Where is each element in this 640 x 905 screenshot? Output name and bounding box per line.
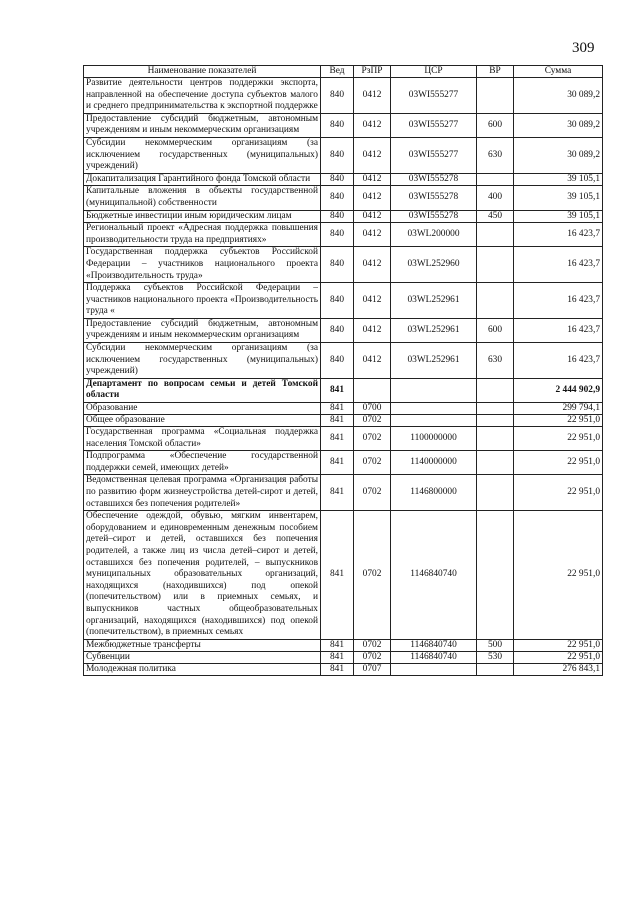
row-vr (477, 403, 514, 415)
table-row (84, 78, 603, 114)
row-sum: 276 843,1 (514, 663, 603, 675)
table-row (84, 186, 603, 210)
table-row (84, 343, 603, 379)
row-vr: 450 (477, 210, 514, 223)
row-vr: 600 (477, 318, 514, 342)
row-rzpr: 0412 (354, 113, 391, 137)
row-sum: 299 794,1 (514, 403, 603, 415)
row-ved: 840 (321, 186, 354, 210)
row-vr (477, 247, 514, 283)
row-vr (477, 283, 514, 319)
table-row (84, 403, 603, 415)
row-rzpr: 0412 (354, 210, 391, 223)
row-ved: 841 (321, 639, 354, 651)
row-ved: 841 (321, 475, 354, 511)
row-ved: 841 (321, 403, 354, 415)
row-rzpr: 0707 (354, 663, 391, 675)
row-vr: 530 (477, 651, 514, 663)
header-vr: ВР (477, 66, 514, 78)
row-sum: 30 089,2 (514, 113, 603, 137)
row-sum: 16 423,7 (514, 318, 603, 342)
row-name: Государственная программа «Социальная поддержка населения Томской области» (84, 427, 321, 451)
row-vr (477, 78, 514, 114)
row-vr: 600 (477, 113, 514, 137)
row-sum: 30 089,2 (514, 137, 603, 173)
row-rzpr: 0702 (354, 427, 391, 451)
row-sum: 22 951,0 (514, 511, 603, 640)
row-ved: 840 (321, 343, 354, 379)
row-name: Подпрограмма «Обеспечение государственной поддержки семей, имеющих детей» (84, 451, 321, 475)
table-row (84, 663, 603, 675)
row-name: Предоставление субсидий бюджетным, автономным учреждениям и иным некоммерческим организациям (84, 318, 321, 342)
row-name: Ведомственная целевая программа «Организация работы по развитию форм жизнеустройства детей-сирот и детей, оставшихся без попечения родителей» (84, 475, 321, 511)
budget-table (83, 65, 603, 676)
row-ved: 840 (321, 223, 354, 247)
row-ved: 841 (321, 451, 354, 475)
row-csr (391, 663, 477, 675)
row-vr (477, 415, 514, 427)
row-sum: 22 951,0 (514, 639, 603, 651)
table-row (84, 378, 603, 402)
row-name: Государственная поддержка субъектов Российской Федерации – участников национального проекта «Производительность труда» (84, 247, 321, 283)
row-name: Региональный проект «Адресная поддержка повышения производительности труда на предприятиях» (84, 223, 321, 247)
row-name: Общее образование (84, 415, 321, 427)
page-number: 309 (572, 40, 595, 56)
table-row (84, 113, 603, 137)
row-ved: 840 (321, 318, 354, 342)
row-csr: 03WL200000 (391, 223, 477, 247)
row-ved: 841 (321, 511, 354, 640)
row-name: Субвенции (84, 651, 321, 663)
row-csr: 1146840740 (391, 651, 477, 663)
table-row (84, 223, 603, 247)
table-row (84, 283, 603, 319)
row-csr: 1146840740 (391, 511, 477, 640)
header-csr: ЦСР (391, 66, 477, 78)
row-ved: 841 (321, 427, 354, 451)
row-rzpr: 0412 (354, 186, 391, 210)
row-rzpr: 0702 (354, 415, 391, 427)
row-csr: 03WI555278 (391, 210, 477, 223)
row-sum: 22 951,0 (514, 651, 603, 663)
row-ved: 840 (321, 137, 354, 173)
row-vr (477, 378, 514, 402)
row-ved: 840 (321, 173, 354, 186)
row-name: Межбюджетные трансферты (84, 639, 321, 651)
row-ved: 841 (321, 415, 354, 427)
row-rzpr: 0702 (354, 639, 391, 651)
row-csr: 03WL252961 (391, 283, 477, 319)
row-csr: 03WI555277 (391, 113, 477, 137)
row-rzpr (354, 378, 391, 402)
header-ved: Вед (321, 66, 354, 78)
row-rzpr: 0412 (354, 137, 391, 173)
row-vr (477, 475, 514, 511)
row-name: Субсидии некоммерческим организациям (за исключением государственных (муниципальных) учреждений) (84, 343, 321, 379)
row-sum: 16 423,7 (514, 247, 603, 283)
header-sum: Сумма (514, 66, 603, 78)
row-name: Развитие деятельности центров поддержки экспорта, направленной на обеспечение доступа субъектов малого и среднего предпринимательства к экспортной поддержке (84, 78, 321, 114)
row-vr (477, 427, 514, 451)
row-sum: 2 444 902,9 (514, 378, 603, 402)
table-row (84, 427, 603, 451)
row-csr: 1146840740 (391, 639, 477, 651)
row-csr (391, 403, 477, 415)
table-row (84, 247, 603, 283)
table-row (84, 511, 603, 640)
row-rzpr: 0412 (354, 78, 391, 114)
row-name: Молодежная политика (84, 663, 321, 675)
row-sum: 22 951,0 (514, 451, 603, 475)
row-ved: 840 (321, 78, 354, 114)
row-rzpr: 0412 (354, 247, 391, 283)
table-row (84, 651, 603, 663)
header-row (84, 66, 603, 78)
row-rzpr: 0702 (354, 451, 391, 475)
row-csr: 03WL252961 (391, 343, 477, 379)
row-name: Субсидии некоммерческим организациям (за исключением государственных (муниципальных) учреждений) (84, 137, 321, 173)
row-name: Образование (84, 403, 321, 415)
row-ved: 841 (321, 651, 354, 663)
row-sum: 22 951,0 (514, 427, 603, 451)
row-csr: 03WI555278 (391, 173, 477, 186)
row-ved: 840 (321, 113, 354, 137)
table-row (84, 137, 603, 173)
row-sum: 16 423,7 (514, 343, 603, 379)
row-ved: 841 (321, 663, 354, 675)
row-name: Департамент по вопросам семьи и детей Томской области (84, 378, 321, 402)
table-row (84, 415, 603, 427)
row-csr: 03WL252960 (391, 247, 477, 283)
row-rzpr: 0702 (354, 651, 391, 663)
row-name: Поддержка субъектов Российской Федерации – участников национального проекта «Производительность труда « (84, 283, 321, 319)
row-csr (391, 378, 477, 402)
table-row (84, 318, 603, 342)
row-sum: 39 105,1 (514, 173, 603, 186)
row-ved: 841 (321, 378, 354, 402)
row-vr (477, 451, 514, 475)
row-vr (477, 223, 514, 247)
row-csr: 03WI555277 (391, 137, 477, 173)
row-csr: 1140000000 (391, 451, 477, 475)
row-vr: 400 (477, 186, 514, 210)
header-rzpr: РзПР (354, 66, 391, 78)
row-rzpr: 0702 (354, 475, 391, 511)
row-csr (391, 415, 477, 427)
row-sum: 16 423,7 (514, 223, 603, 247)
header-name: Наименование показателей (84, 66, 321, 78)
table-row (84, 173, 603, 186)
row-vr: 500 (477, 639, 514, 651)
row-name: Бюджетные инвестиции иным юридическим лицам (84, 210, 321, 223)
row-ved: 840 (321, 247, 354, 283)
row-sum: 30 089,2 (514, 78, 603, 114)
row-vr: 630 (477, 343, 514, 379)
row-vr: 630 (477, 137, 514, 173)
row-rzpr: 0412 (354, 318, 391, 342)
row-vr (477, 511, 514, 640)
table-row (84, 475, 603, 511)
table-row (84, 210, 603, 223)
row-rzpr: 0412 (354, 173, 391, 186)
row-csr: 03WL252961 (391, 318, 477, 342)
row-ved: 840 (321, 210, 354, 223)
table-row (84, 639, 603, 651)
row-rzpr: 0702 (354, 511, 391, 640)
row-csr: 03WI555277 (391, 78, 477, 114)
row-sum: 22 951,0 (514, 475, 603, 511)
row-sum: 39 105,1 (514, 210, 603, 223)
row-csr: 1100000000 (391, 427, 477, 451)
row-rzpr: 0412 (354, 343, 391, 379)
row-sum: 16 423,7 (514, 283, 603, 319)
row-ved: 840 (321, 283, 354, 319)
row-rzpr: 0412 (354, 283, 391, 319)
row-name: Капитальные вложения в объекты государственной (муниципальной) собственности (84, 186, 321, 210)
row-sum: 22 951,0 (514, 415, 603, 427)
table-row (84, 451, 603, 475)
row-csr: 03WI555278 (391, 186, 477, 210)
row-name: Обеспечение одеждой, обувью, мягким инвентарем, оборудованием и единовременным денежным пособием детей–сирот и детей, оставшихся без попечения родителей, а также лиц из числа детей–сирот и детей, оставшихся без попечения родителей, – выпускников муниципальных образовательных организаций, находящихся (находившихся) под опекой (попечительством) или в приемных семьях, и выпускников частных общеобразовательных организаций, находящихся (находившихся) под опекой (попечительством), в приемных семьях (84, 511, 321, 640)
row-vr (477, 173, 514, 186)
row-vr (477, 663, 514, 675)
row-rzpr: 0700 (354, 403, 391, 415)
row-csr: 1146800000 (391, 475, 477, 511)
row-rzpr: 0412 (354, 223, 391, 247)
row-name: Докапитализация Гарантийного фонда Томской области (84, 173, 321, 186)
row-name: Предоставление субсидий бюджетным, автономным учреждениям и иным некоммерческим организациям (84, 113, 321, 137)
row-sum: 39 105,1 (514, 186, 603, 210)
